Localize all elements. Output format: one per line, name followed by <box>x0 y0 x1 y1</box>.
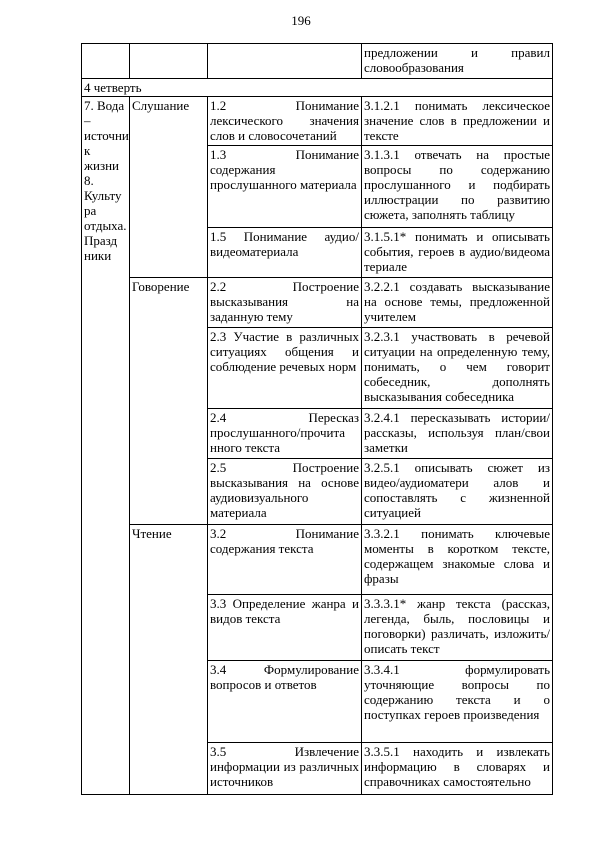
theme-line: 8. <box>84 173 94 188</box>
objective-cell: 3.2.5.1 описывать сюжет из видео/аудиоматери алов и сопоставлять с жизненной ситуацией <box>362 459 553 525</box>
theme-line: источни <box>84 128 129 143</box>
objective-cell: 3.1.3.1 отвечать на простые вопросы по содержанию прослушанного и подбирать иллюстрации по развитию сюжета, заполнять таблицу <box>362 146 553 228</box>
subskill-cell: 2.5 Построение высказывания на основе аудиовизуального материала <box>208 459 362 525</box>
subskill-cell: 1.5 Понимание аудио/видеоматериала <box>208 228 362 278</box>
curriculum-table <box>81 43 553 795</box>
subskill-cell: 2.4 Пересказ прослушанного/прочита нного текста <box>208 409 362 459</box>
theme-line: Культу <box>84 188 122 203</box>
theme-cell-empty <box>82 44 130 79</box>
theme-line: ники <box>84 248 112 263</box>
skill-cell-empty <box>130 44 208 79</box>
page-number: 196 <box>291 13 311 28</box>
table-row <box>82 525 553 595</box>
theme-cell <box>82 97 130 795</box>
skill-cell-listening: Слушание <box>130 97 208 278</box>
objective-cell: 3.2.2.1 создавать высказывание на основе темы, предложенной учителем <box>362 278 553 328</box>
table-row <box>82 44 553 79</box>
objective-cell: 3.2.3.1 участвовать в речевой ситуации на определенную тему, понимать, о чем говорит собеседник, дополнять высказывания собеседника <box>362 328 553 409</box>
subskill-cell: 1.2 Понимание лексического значения слов и словосочетаний <box>208 97 362 146</box>
subskill-cell-empty <box>208 44 362 79</box>
theme-line: – <box>84 113 91 128</box>
subskill-cell: 2.3 Участие в различных ситуациях общения и соблюдение речевых норм <box>208 328 362 409</box>
quarter-row <box>82 79 553 97</box>
theme-line: ра <box>84 203 97 218</box>
objective-cell: 3.2.4.1 пересказывать истории/рассказы, используя план/свои заметки <box>362 409 553 459</box>
objective-cell: 3.3.5.1 находить и извлекать информацию в словарях и справочниках самостоятельно <box>362 743 553 795</box>
theme-line: к жизни <box>84 143 119 173</box>
table-row <box>82 97 553 146</box>
objective-cell: 3.1.2.1 понимать лексическое значение слов в предложении и тексте <box>362 97 553 146</box>
objective-cell: 3.3.2.1 понимать ключевые моменты в коротком тексте, содержащем знакомые слова и фразы <box>362 525 553 595</box>
skill-cell-reading: Чтение <box>130 525 208 795</box>
skill-cell-speaking: Говорение <box>130 278 208 525</box>
subskill-cell: 1.3 Понимание содержания прослушанного материала <box>208 146 362 228</box>
objective-cell: 3.1.5.1* понимать и описывать события, героев в аудио/видеома териале <box>362 228 553 278</box>
table-row <box>82 278 553 328</box>
objective-cell: предложении и правил словообразования <box>362 44 553 79</box>
subskill-cell: 3.3 Определение жанра и видов текста <box>208 595 362 661</box>
theme-line: отдыха. <box>84 218 127 233</box>
subskill-cell: 3.4 Формулирование вопросов и ответов <box>208 661 362 743</box>
subskill-cell: 3.2 Понимание содержания текста <box>208 525 362 595</box>
objective-cell: 3.3.3.1* жанр текста (рассказ, легенда, быль, пословицы и поговорки) различать, изложить/описать текст <box>362 595 553 661</box>
subskill-cell: 2.2 Построение высказывания на заданную тему <box>208 278 362 328</box>
theme-line: Празд <box>84 233 118 248</box>
theme-line: 7. Вода <box>84 98 125 113</box>
objective-cell: 3.3.4.1 формулировать уточняющие вопросы по содержанию текста и о поступках героев произведения <box>362 661 553 743</box>
quarter-label: 4 четверть <box>82 79 553 97</box>
subskill-cell: 3.5 Извлечение информации из различных источников <box>208 743 362 795</box>
